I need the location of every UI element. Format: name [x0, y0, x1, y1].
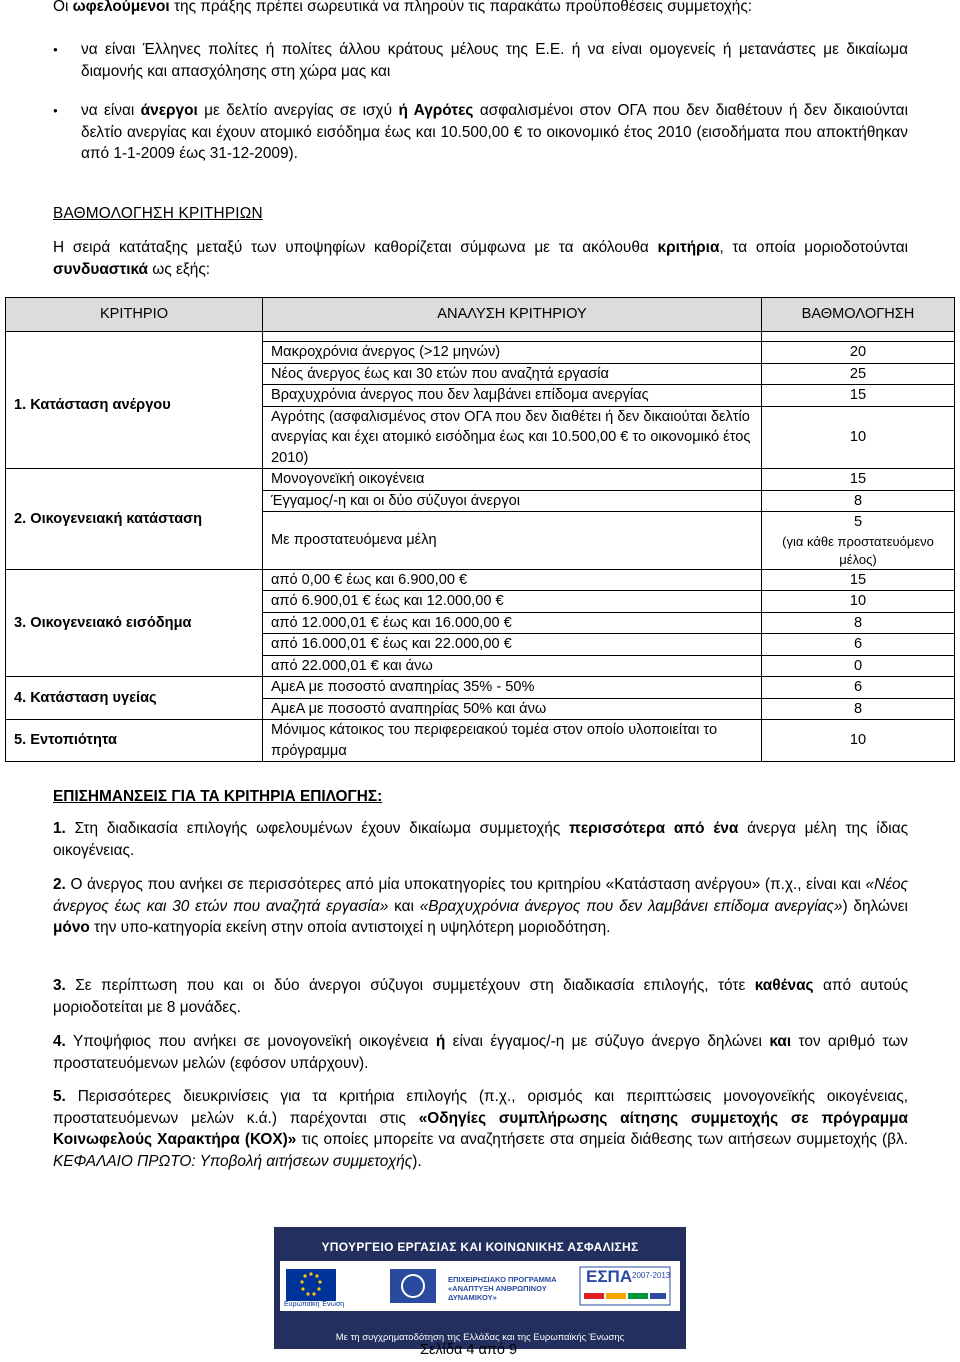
score-cell: 10 — [762, 720, 955, 762]
analysis-cell: ΑμεΑ με ποσοστό αναπηρίας 35% - 50% — [263, 677, 762, 699]
analysis-cell: Βραχυχρόνια άνεργος που δεν λαμβάνει επίδομα ανεργίας — [263, 385, 762, 407]
score-cell: 10 — [762, 591, 955, 613]
note-item: 1. Στη διαδικασία επιλογής ωφελουμένων έχουν δικαίωμα συμμετοχής περισσότερα από ένα άνεργα μέλη της ίδιας οικογένειας. — [53, 820, 909, 859]
score-cell: 6 — [762, 634, 955, 656]
analysis-cell: από 12.000,01 € έως και 16.000,00 € — [263, 612, 762, 634]
analysis-cell: Νέος άνεργος έως και 30 ετών που αναζητά εργασία — [263, 363, 762, 385]
score-cell: 8 — [762, 490, 955, 512]
condition-item: ● να είναι Έλληνες πολίτες ή πολίτες άλλου κράτους μέλους της Ε.Ε. ή να είναι ομογενείς ή μετανάστες με δικαίωμα διαμονής και απασχόλησης στη χώρα μας και — [53, 39, 908, 82]
espa-logo: ΕΣΠΑ — [586, 1267, 633, 1286]
analysis-cell: από 16.000,01 € έως και 22.000,00 € — [263, 634, 762, 656]
logos-strip — [280, 1261, 680, 1311]
cofund-text: Με τη συγχρηματοδότηση της Ελλάδας και της Ευρωπαϊκής Ένωσης — [335, 1332, 625, 1343]
criterion-cell: 1. Κατάσταση ανέργου — [6, 342, 263, 469]
score-cell: 15 — [762, 469, 955, 491]
column-header-score: ΒΑΘΜΟΛΟΓΗΣΗ — [762, 298, 955, 332]
criterion-cell: 4. Κατάσταση υγείας — [6, 677, 263, 720]
condition-item: ● να είναι άνεργοι με δελτίο ανεργίας σε ισχύ ή Αγρότες ασφαλισμένοι στον ΟΓΑ που δεν διαθέτουν ή δεν δικαιούνται δελτίο ανεργίας και έχουν ατομικό εισόδημα έως και 10.500,00 € το οικονομικό έτος 2010 (εισοδήματα που αποκτήθηκαν από 1-1-2009 έως 31-12-2009). — [53, 100, 908, 165]
ranking-paragraph: Η σειρά κατάταξης μεταξύ των υποψηφίων καθορίζεται σύμφωνα με τα ακόλουθα κριτήρια, τα οποία μοριοδοτούνται συνδυαστικά ως εξής: — [53, 239, 909, 278]
score-cell: 8 — [762, 698, 955, 720]
note-item: 3. Σε περίπτωση που και οι δύο άνεργοι σύζυγοι συμμετέχουν στη διαδικασία επιλογής, τότε καθένας από αυτούς μοριοδοτείται με 8 μονάδες. — [53, 977, 908, 1016]
score-cell: 5 (για κάθε προστατευόμενο μέλος) — [762, 512, 955, 570]
table-row — [6, 720, 955, 762]
criteria-table — [5, 297, 955, 762]
notes-heading: ΕΠΙΣΗΜΑΝΣΕΙΣ ΓΙΑ ΤΑ ΚΡΙΤΗΡΙΑ ΕΠΙΛΟΓΗΣ: — [53, 788, 383, 805]
conditions-list-2 — [53, 100, 908, 165]
page-number: Σελίδα 4 από 9 — [420, 1342, 518, 1358]
score-cell: 6 — [762, 677, 955, 699]
table-header-row — [6, 298, 955, 332]
section-heading: ΒΑΘΜΟΛΟΓΗΣΗ ΚΡΙΤΗΡΙΩΝ — [53, 205, 263, 222]
analysis-cell: Μόνιμος κάτοικος του περιφερειακού τομέα στον οποίο υλοποιείται το πρόγραμμα — [263, 720, 762, 762]
criterion-cell: 2. Οικογενειακή κατάσταση — [6, 469, 263, 570]
analysis-cell: ΑμεΑ με ποσοστό αναπηρίας 50% και άνω — [263, 698, 762, 720]
score-cell: 20 — [762, 342, 955, 364]
program-label: ΕΠΙΧΕΙΡΗΣΙΑΚΟ ΠΡΟΓΡΑΜΜΑ «ΑΝΑΠΤΥΞΗ ΑΝΘΡΩΠΙΝΟΥ ΔΥΝΑΜΙΚΟΥ» — [448, 1275, 557, 1302]
note-item: 2. Ο άνεργος που ανήκει σε περισσότερες από μία υποκατηγορίες του κριτηρίου «Κατάσταση ανέργου» (π.χ., είναι και «Νέος άνεργος έως και 30 ετών που αναζητά εργασία» και «Βραχυχρόνια άνεργος που δεν λαμβάνει επίδομα ανεργίας») δηλώνει μόνο την υπο-κατηγορία εκείνη στην οποία αντιστοιχεί η υψηλότερη μοριοδότηση. — [53, 876, 908, 936]
funding-banner — [274, 1227, 686, 1349]
score-cell: 0 — [762, 655, 955, 677]
intro-rest: της πράξης πρέπει σωρευτικά να πληρούν τις παρακάτω προϋποθέσεις συμμετοχής: — [169, 0, 753, 15]
table-row — [6, 569, 955, 591]
analysis-cell: Έγγαμος/-η και οι δύο σύζυγοι άνεργοι — [263, 490, 762, 512]
analysis-cell: Αγρότης (ασφαλισμένος στον ΟΓΑ που δεν διαθέτει ή δεν δικαιούται δελτίο ανεργίας και έχει ατομικό εισόδημα έως και 10.500,00 € το οικονομικό έτος 2010) — [263, 406, 762, 469]
intro-paragraph — [53, 0, 908, 18]
intro-bold: ωφελούμενοι — [72, 0, 170, 15]
analysis-cell: από 6.900,01 € έως και 12.000,00 € — [263, 591, 762, 613]
criterion-cell: 5. Εντοπιότητα — [6, 720, 263, 762]
ministry-title: ΥΠΟΥΡΓΕΙΟ ΕΡΓΑΣΙΑΣ ΚΑΙ ΚΟΙΝΩΝΙΚΗΣ ΑΣΦΑΛΙΣΗΣ — [321, 1240, 639, 1254]
score-cell: 15 — [762, 385, 955, 407]
note-item: 5. Περισσότερες διευκρινίσεις για τα κριτήρια επιλογής (π.χ., ορισμός και περιπτώσεις μονογονεϊκής οικογένειας, προστατευόμενων μελών κ.ά.) παρέχονται στις «Οδηγίες συμπλήρωσης αίτησης συμμετοχής σε πρόγραμμα Κοινωφελούς Χαρακτήρα (ΚΟΧ)» τις οποίες μπορείτε να αναζητήσετε στα σημεία διάθεσης των αιτήσεων συμμετοχής (βλ. ΚΕΦΑΛΑΙΟ ΠΡΩΤΟ: Υποβολή αιτήσεων συμμετοχής). — [53, 1088, 908, 1170]
criterion-cell: 3. Οικογενειακό εισόδημα — [6, 569, 263, 677]
analysis-cell: Μονογονεϊκή οικογένεια — [263, 469, 762, 491]
conditions-list — [53, 39, 908, 82]
score-cell: 25 — [762, 363, 955, 385]
espa-years: 2007-2013 — [632, 1271, 671, 1280]
analysis-cell: Μακροχρόνια άνεργος (>12 μηνών) — [263, 342, 762, 364]
note-item: 4. Υποψήφιος που ανήκει σε μονογονεϊκή οικογένεια ή είναι έγγαμος/-η με σύζυγο άνεργο δηλώνει και τον αριθμό των προστατευόμενων μελών (εφόσον υπάρχουν). — [53, 1033, 909, 1072]
score-cell: 8 — [762, 612, 955, 634]
eu-label: Ευρωπαϊκή Ένωση — [284, 1301, 345, 1308]
analysis-cell: από 0,00 € έως και 6.900,00 € — [263, 569, 762, 591]
analysis-cell: Με προστατευόμενα μέλη — [263, 512, 762, 570]
column-header-criterion: ΚΡΙΤΗΡΙΟ — [6, 298, 263, 332]
column-header-analysis: ΑΝΑΛΥΣΗ ΚΡΙΤΗΡΙΟΥ — [263, 298, 762, 332]
intro-prefix: Οι — [53, 0, 73, 15]
score-cell: 15 — [762, 569, 955, 591]
score-cell: 10 — [762, 406, 955, 469]
table-row — [6, 342, 955, 364]
score-note: (για κάθε προστατευόμενο μέλος) — [782, 533, 934, 567]
table-row — [6, 677, 955, 699]
table-row — [6, 469, 955, 491]
analysis-cell: από 22.000,01 € και άνω — [263, 655, 762, 677]
